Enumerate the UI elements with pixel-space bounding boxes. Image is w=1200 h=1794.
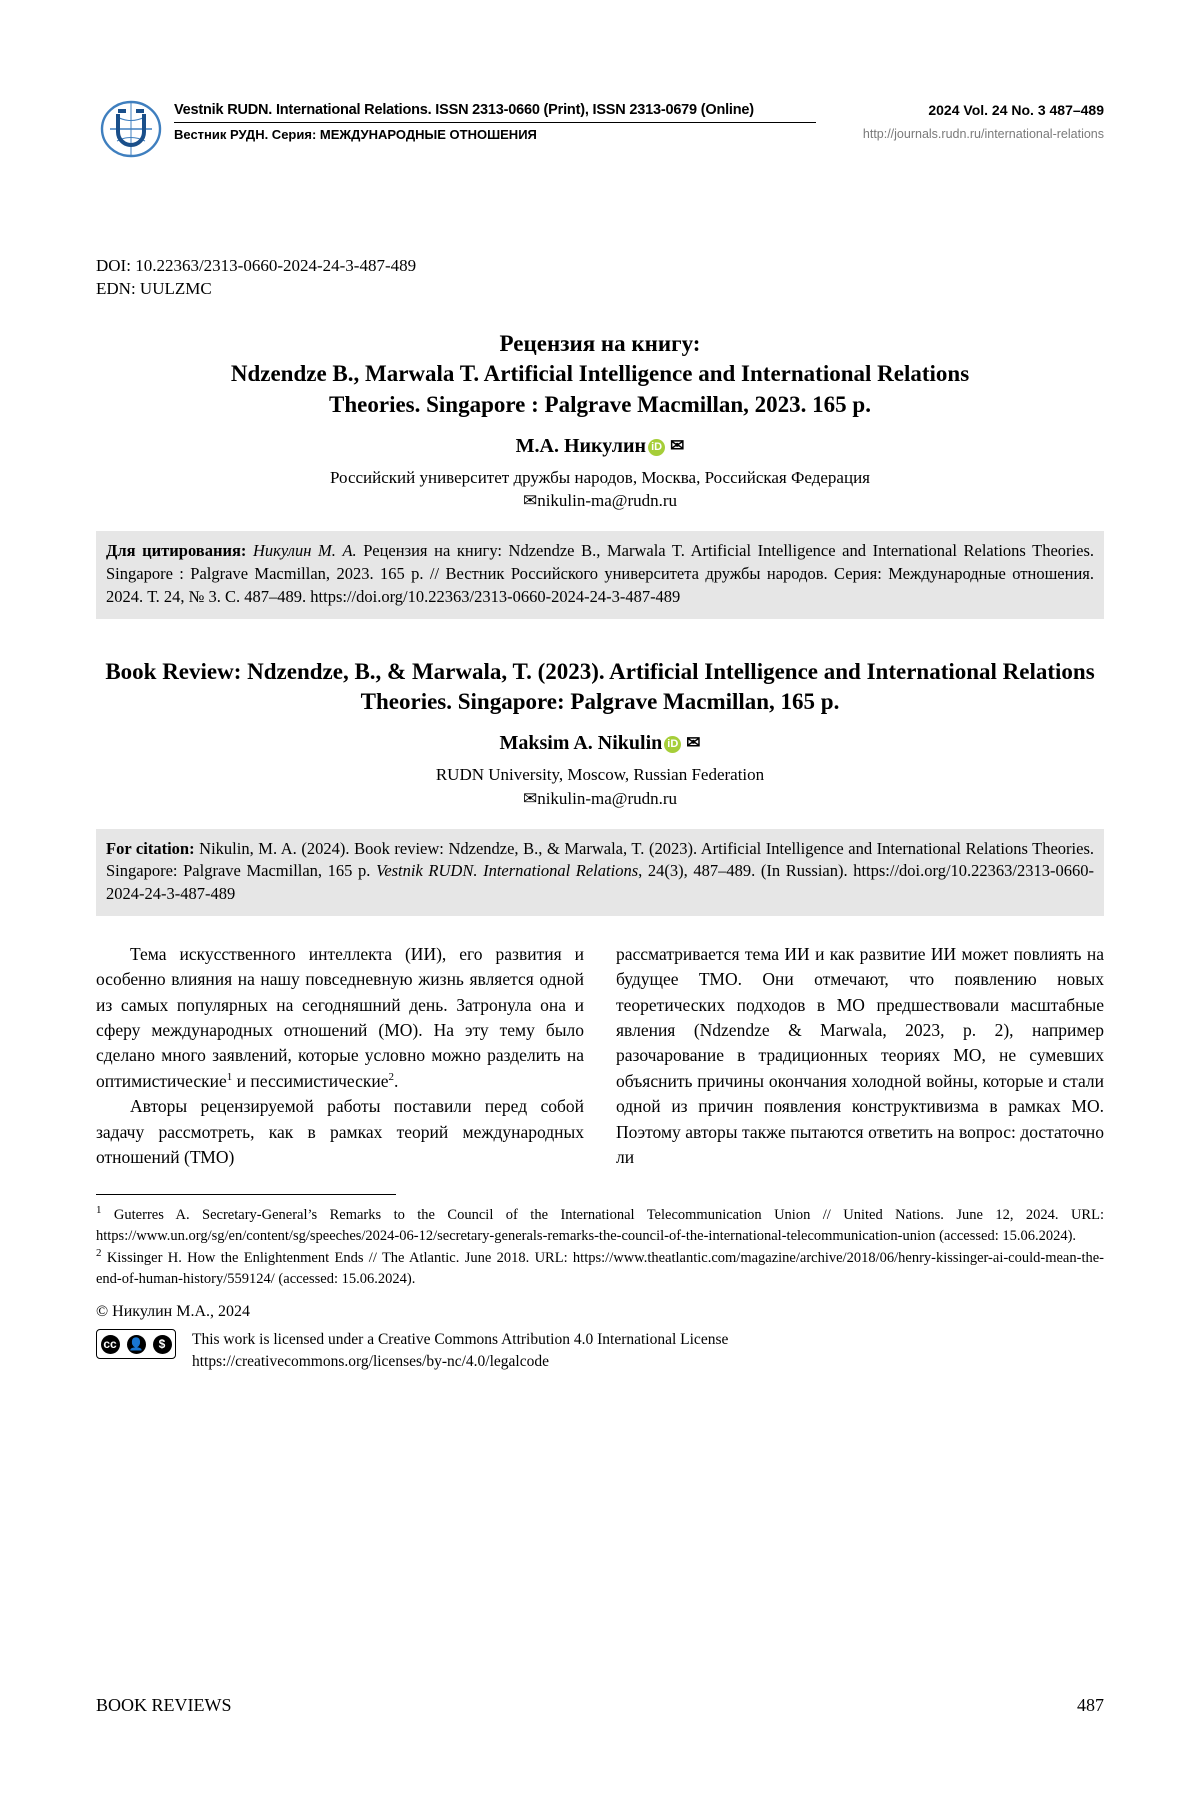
page — [0, 96, 1200, 1794]
article-title-ru — [96, 329, 1104, 421]
orcid-icon[interactable]: iD — [648, 439, 665, 456]
license-line-2[interactable]: https://creativecommons.org/licenses/by-nc/4.0/legalcode — [192, 1352, 549, 1370]
page-footer — [96, 1695, 1104, 1716]
author-en — [96, 732, 1104, 755]
title-ru-kicker: Рецензия на книгу: — [499, 330, 701, 356]
masthead — [96, 96, 1104, 168]
journal-title-en: Vestnik RUDN. International Relations. ISSN 2313-0660 (Print), ISSN 2313-0679 (Online) — [174, 102, 754, 118]
journal-url[interactable]: http://journals.rudn.ru/international-relations — [862, 127, 1104, 141]
footnotes-block — [96, 1203, 1104, 1289]
citation-ru-text: Рецензия на книгу: Ndzendze B., Marwala T. Artificial Intelligence and International Relations Theories. Singapore : Palgrave Macmillan, 2023. 165 p. // Вестник Российского университета дружбы народов. Серия: Международные отношения. 2024. Т. 24, № 3. С. 487–489. https://doi.org/10.22363/2313-0660-2024-24-3-487-489 — [106, 541, 1094, 606]
paragraph-2: Авторы рецензируемой работы поставили перед собой задачу рассмотреть, как в рамках теорий международных отношений (ТМО) — [96, 1096, 584, 1167]
paragraph-1-mid: и пессимистические — [232, 1070, 389, 1091]
footer-section-label: BOOK REVIEWS — [96, 1695, 232, 1715]
title-en-line2: Relations Theories. Singapore: Palgrave Macmillan, 165 p. — [360, 658, 1095, 715]
citation-ru-label: Для цитирования: — [106, 541, 247, 561]
title-en-line1: Ndzendze, B., & Marwala, T. (2023). Artificial Intelligence and International — [247, 658, 997, 684]
doi-line[interactable]: DOI: 10.22363/2313-0660-2024-24-3-487-489 — [96, 256, 417, 275]
copyright-line: © Никулин М.А., 2024 — [96, 1303, 251, 1321]
paragraph-1 — [96, 942, 584, 1094]
cc-nc-icon: $ — [153, 1335, 172, 1354]
author-ru — [96, 435, 1104, 458]
identifiers-block — [96, 254, 1104, 301]
footnote-2-marker: 2 — [96, 1247, 102, 1260]
citation-en-label: For citation: — [106, 838, 195, 858]
journal-title-block — [174, 102, 824, 142]
issue-block — [804, 102, 1104, 141]
footnote-1-text: Guterres A. Secretary-General’s Remarks to the Council of the International Telecommunication Union // United Nations. June 12, 2024. URL: https://www.un.org/sg/en/content/sg/speeches/2024-06-12/secretary-generals-remarks-the-council-of-the-international-telecommunication-union (accessed: 15.06.2024). — [96, 1207, 1104, 1244]
email-icon[interactable]: ✉ — [686, 732, 701, 752]
footnote-ref-1[interactable]: 1 — [226, 1071, 233, 1084]
article-title-en — [96, 657, 1104, 718]
license-block — [96, 1329, 1104, 1372]
footnote-2-text: Kissinger H. How the Enlightenment Ends // The Atlantic. June 2018. URL: https://www.theatlantic.com/magazine/archive/2018/06/henry-kissinger-ai-could-mean-the-end-of-human-history/559124/ (accessed: 15.06.2024). — [96, 1250, 1104, 1287]
paragraph-1-text: Тема искусственного интеллекта (ИИ), его развития и особенно влияния на нашу повседневную жизнь является одной из самых популярных на сегодняшний день. Затронула она и сферу международных отношений (МО). На эту тему было сделано много заявлений, которые условно можно разделить на оптимистические — [96, 943, 584, 1091]
creative-commons-icon — [96, 1329, 176, 1359]
footnote-1 — [96, 1203, 1104, 1246]
citation-en-text-2: , 24(3), 487–489. (In Russian). https://doi.org/10.22363/2313-0660-2024-24-3-487-489 — [106, 861, 1094, 904]
orcid-icon[interactable]: iD — [664, 736, 681, 753]
author-en-name: Maksim A. Nikulin — [499, 731, 663, 754]
author-ru-name: М.А. Никулин — [515, 434, 647, 457]
body-column-right — [616, 942, 1104, 1170]
edn-line: EDN: UULZMC — [96, 279, 212, 299]
author-email-en[interactable]: ✉nikulin-ma@rudn.ru — [522, 788, 678, 808]
journal-title-ru: Вестник РУДН. Серия: МЕЖДУНАРОДНЫЕ ОТНОШЕНИЯ — [174, 127, 537, 142]
footnote-ref-2[interactable]: 2 — [388, 1071, 394, 1084]
license-line-1: This work is licensed under a Creative Commons Attribution 4.0 International License — [192, 1331, 729, 1349]
footnote-2 — [96, 1246, 1104, 1289]
citation-ru-author: Никулин М. А. — [253, 541, 357, 561]
body-columns — [96, 942, 1104, 1170]
cc-by-icon: 👤 — [127, 1335, 146, 1354]
footer-page-number: 487 — [1077, 1695, 1104, 1715]
citation-en-journal: Vestnik RUDN. International Relations — [376, 861, 639, 881]
body-column-left — [96, 942, 584, 1170]
issue-volume-pages: 2024 Vol. 24 No. 3 487–489 — [928, 102, 1104, 118]
affiliation-ru: Российский университет дружбы народов, Москва, Российская Федерация — [329, 467, 870, 487]
paragraph-3: рассматривается тема ИИ и как развитие ИИ может повлиять на будущее ТМО. Они отмечают, что появлению новых теоретических подходов в МО предшествовали масштабные явления (Ndzendze & Marwala, 2023, p. 2), например разочарование в традиционных теориях МО, не сумевших объяснить причины окончания холодной войны, которые и стали одной из причин появления конструктивизма в рамках МО. Поэтому авторы также пытаются ответить на вопрос: достаточно ли — [616, 943, 1105, 1167]
citation-en-text-1: Nikulin, M. A. (2024). Book review: Ndzendze, B., & Marwala, T. (2023). Artificial Intelligence and International Relations Theories. Singapore: Palgrave Macmillan, 165 p. — [106, 838, 1094, 881]
footnote-divider — [96, 1194, 396, 1195]
cc-circle-icon: cc — [101, 1335, 120, 1354]
title-en-kicker: Book Review: — [105, 658, 242, 684]
author-email-ru[interactable]: ✉nikulin-ma@rudn.ru — [522, 491, 678, 511]
paragraph-1-end: . — [393, 1070, 399, 1091]
title-ru-line1: Ndzendze B., Marwala T. Artificial Intelligence and International Relations — [230, 361, 970, 387]
footnote-1-marker: 1 — [96, 1204, 102, 1217]
journal-logo-icon — [100, 100, 162, 158]
email-icon[interactable]: ✉ — [670, 435, 685, 455]
affiliation-en: RUDN University, Moscow, Russian Federation — [435, 764, 765, 784]
license-text — [192, 1329, 728, 1372]
title-ru-line2: Theories. Singapore : Palgrave Macmillan, 2023. 165 p. — [329, 392, 871, 418]
citation-box-en — [96, 829, 1104, 916]
citation-box-ru — [96, 531, 1104, 618]
